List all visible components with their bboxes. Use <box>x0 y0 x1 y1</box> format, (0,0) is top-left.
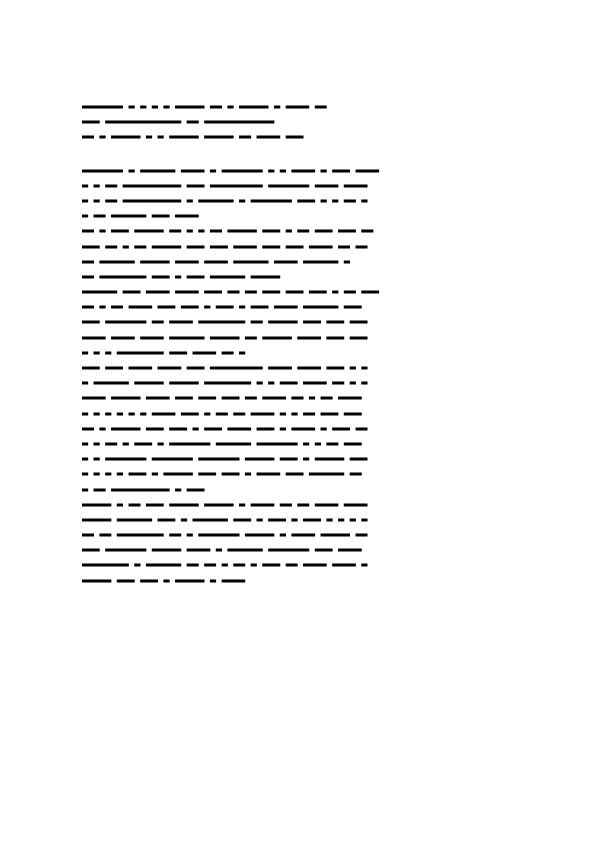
text-line: ▂▂▂▂▂▂▂▂ ▂ ▂▂▂▂▂▂ ▂▂ ▂▂ ▂ ▂▂ ▂ ▂▂▂ ▂▂ ▂▂▂▂ ▂▂▂▂ ▂ <box>82 556 368 568</box>
paragraph <box>82 494 512 585</box>
text-line: ▂▂ ▂ ▂▂ ▂▂▂▂ ▂▂▂ ▂▂▂ ▂ ▂▂▂ ▂ ▂▂▂ ▂▂▂▂ ▂▂▂▂▂▂ ▂▂▂ <box>82 298 362 310</box>
document-header <box>82 96 512 142</box>
text-line: ▂ ▂ ▂▂ ▂▂▂▂▂▂▂▂▂▂ ▂▂▂ ▂▂▂▂▂▂▂▂▂ ▂▂▂▂▂▂▂ ▂▂▂▂ ▂▂▂▂ <box>82 176 368 188</box>
text-line: ▂ ▂ ▂▂ ▂▂▂▂▂▂▂▂▂▂ ▂ ▂▂▂▂▂▂ ▂ ▂▂▂▂▂▂▂ ▂▂▂ ▂ ▂ ▂▂ ▂ <box>82 191 368 203</box>
text-line: ▂ ▂ ▂ ▂ ▂ ▂ ▂▂▂▂ ▂▂▂ ▂ ▂▂ ▂▂ ▂▂▂▂ ▂ ▂ ▂▂ ▂▂▂ ▂▂▂ <box>82 404 362 416</box>
header-line: ▂▂ ▂ ▂▂▂▂▂ ▂ ▂ ▂▂▂▂▂ ▂▂▂▂▂ ▂▂ ▂▂▂▂ ▂▂▂ <box>82 128 304 140</box>
text-line: ▂▂ ▂ ▂▂▂▂▂ ▂▂▂ ▂▂▂ ▂ ▂▂▂ ▂▂▂▂ ▂▂▂ ▂ ▂▂▂▂ ▂ ▂▂▂ ▂▂ <box>82 419 368 431</box>
header-line: ▂▂▂▂▂▂▂ ▂ ▂ ▂ ▂ ▂▂▂▂▂ ▂▂ ▂ ▂▂▂▂▂ ▂ ▂▂▂▂ ▂▂ <box>82 98 327 109</box>
paragraph <box>82 281 512 357</box>
text-line: ▂ ▂▂ ▂▂▂▂▂▂ ▂▂▂ ▂▂▂▂ <box>82 207 199 219</box>
text-line: ▂ ▂ ▂ ▂ ▂▂▂ ▂ ▂▂▂▂▂ ▂▂▂ ▂▂▂ ▂ ▂▂▂▂ ▂▂▂ ▂▂▂▂▂▂ ▂▂ <box>82 465 362 477</box>
text-line: ▂▂▂ ▂▂▂▂▂▂▂ ▂▂ ▂▂▂▂ ▂▂▂▂▂▂▂▂ ▂▂ ▂▂▂▂▂ ▂▂▂ ▂▂▂ ▂▂▂ <box>82 313 368 325</box>
text-line: ▂▂▂▂ ▂▂▂▂▂ ▂▂▂▂ ▂▂▂ ▂▂▂ ▂▂▂ ▂▂ ▂▂▂▂ ▂▂ ▂ ▂▂ ▂▂▂▂ <box>82 389 362 401</box>
text-line: ▂▂▂▂▂▂▂ ▂ ▂▂▂▂▂▂ ▂▂▂▂ ▂ ▂▂▂▂▂▂▂ ▂ ▂ ▂▂▂▂ ▂ ▂▂▂ ▂▂▂▂ <box>82 161 379 173</box>
text-line: ▂ ▂ ▂▂ ▂ ▂▂▂ ▂ ▂▂▂▂▂▂▂ ▂▂▂▂▂▂ ▂▂▂▂▂▂▂ ▂ ▂ ▂▂ ▂▂▂ <box>82 434 362 446</box>
text-line: ▂▂▂▂▂▂ ▂▂▂ ▂▂▂▂ ▂▂▂▂ ▂▂▂ ▂▂ ▂▂ ▂▂▂ ▂▂▂ ▂▂▂ ▂ ▂▂ ▂▂▂ <box>82 283 379 295</box>
paragraph <box>82 357 512 494</box>
text-line: ▂ ▂▂ ▂▂▂▂▂▂▂▂▂▂ ▂ ▂▂▂ <box>82 480 205 492</box>
paragraph <box>82 220 512 281</box>
document-body <box>82 96 512 585</box>
text-line: ▂▂▂▂▂ ▂ ▂▂ ▂▂▂ ▂▂▂▂▂ ▂▂▂▂▂ ▂ ▂▂▂▂ ▂▂ ▂▂ ▂▂▂▂ ▂▂▂▂ <box>82 495 368 507</box>
text-line: ▂▂ ▂▂▂▂▂▂ ▂▂▂▂▂ ▂▂▂▂ ▂▂▂▂ ▂▂▂▂▂▂ ▂▂▂▂ ▂▂▂▂▂▂ ▂ <box>82 252 350 264</box>
text-line: ▂ ▂ ▂▂▂▂▂▂▂ ▂▂▂▂▂▂▂ ▂▂▂▂▂▂▂ ▂▂▂▂▂ ▂▂▂ ▂ ▂▂▂▂▂ ▂▂▂ <box>82 450 368 462</box>
text-line: ▂ ▂ ▂ ▂▂▂▂▂▂▂▂ ▂▂▂ ▂▂▂▂ ▂▂ ▂ <box>82 343 245 355</box>
text-line: ▂▂▂ ▂▂ ▂ ▂▂ ▂▂▂▂▂ ▂▂▂ ▂▂▂ ▂▂▂▂ ▂▂▂ ▂▂▂ ▂▂▂▂ ▂▂ ▂▂ <box>82 237 368 249</box>
text-line: ▂▂▂ ▂▂▂ ▂▂▂▂ ▂▂▂▂ ▂▂▂ ▂▂▂▂▂▂▂▂▂ ▂▂▂▂ ▂▂▂▂ ▂▂▂ ▂ ▂ <box>82 359 368 370</box>
text-line: ▂▂ ▂▂ ▂▂▂▂▂▂▂▂ ▂▂ ▂ ▂▂▂▂▂▂▂ ▂▂▂▂▂ ▂ ▂▂▂▂ ▂▂▂▂▂ ▂▂ <box>82 526 368 538</box>
text-line: ▂▂▂▂▂ ▂▂▂ ▂▂▂ ▂ ▂▂▂▂▂ ▂ ▂▂▂▂ <box>82 571 245 583</box>
header-line: ▂▂▂ ▂▂▂▂▂▂▂▂▂▂▂▂▂ ▂▂ ▂▂▂▂▂▂▂▂▂▂▂▂ <box>82 113 275 125</box>
paragraph <box>82 160 512 221</box>
text-line: ▂▂▂ ▂▂▂▂▂▂▂ ▂▂▂▂▂ ▂▂▂▂ ▂ ▂▂▂▂▂▂ ▂▂▂▂▂▂▂ ▂▂▂ ▂▂▂▂ <box>82 541 362 553</box>
text-line: ▂▂▂▂ ▂▂▂▂ ▂▂▂▂ ▂▂▂▂▂▂ ▂▂▂▂▂ ▂▂ ▂▂▂▂▂ ▂▂▂▂ ▂▂▂ ▂▂▂ <box>82 328 368 340</box>
text-line: ▂▂ ▂▂▂▂▂▂▂▂ ▂▂▂ ▂ ▂▂▂ ▂▂▂▂▂▂ ▂▂▂▂▂ <box>82 267 280 279</box>
text-line: ▂▂▂▂▂ ▂▂▂▂▂▂ ▂▂▂ ▂ ▂▂▂▂▂▂ ▂▂▂ ▂ ▂▂▂ ▂ ▂▂▂ ▂ ▂ ▂ ▂ <box>82 510 368 522</box>
text-line: ▂ ▂▂▂▂▂▂ ▂▂▂▂▂ ▂▂▂▂▂ ▂▂▂▂▂▂▂▂ ▂ ▂ ▂▂▂ ▂▂▂▂ ▂▂ ▂ ▂ <box>82 374 368 386</box>
text-line: ▂▂ ▂ ▂▂▂ ▂▂▂▂▂ ▂▂ ▂ ▂ ▂▂ ▂▂▂▂▂ ▂▂▂ ▂ ▂▂ ▂▂▂ ▂▂▂ ▂▂ <box>82 222 374 234</box>
